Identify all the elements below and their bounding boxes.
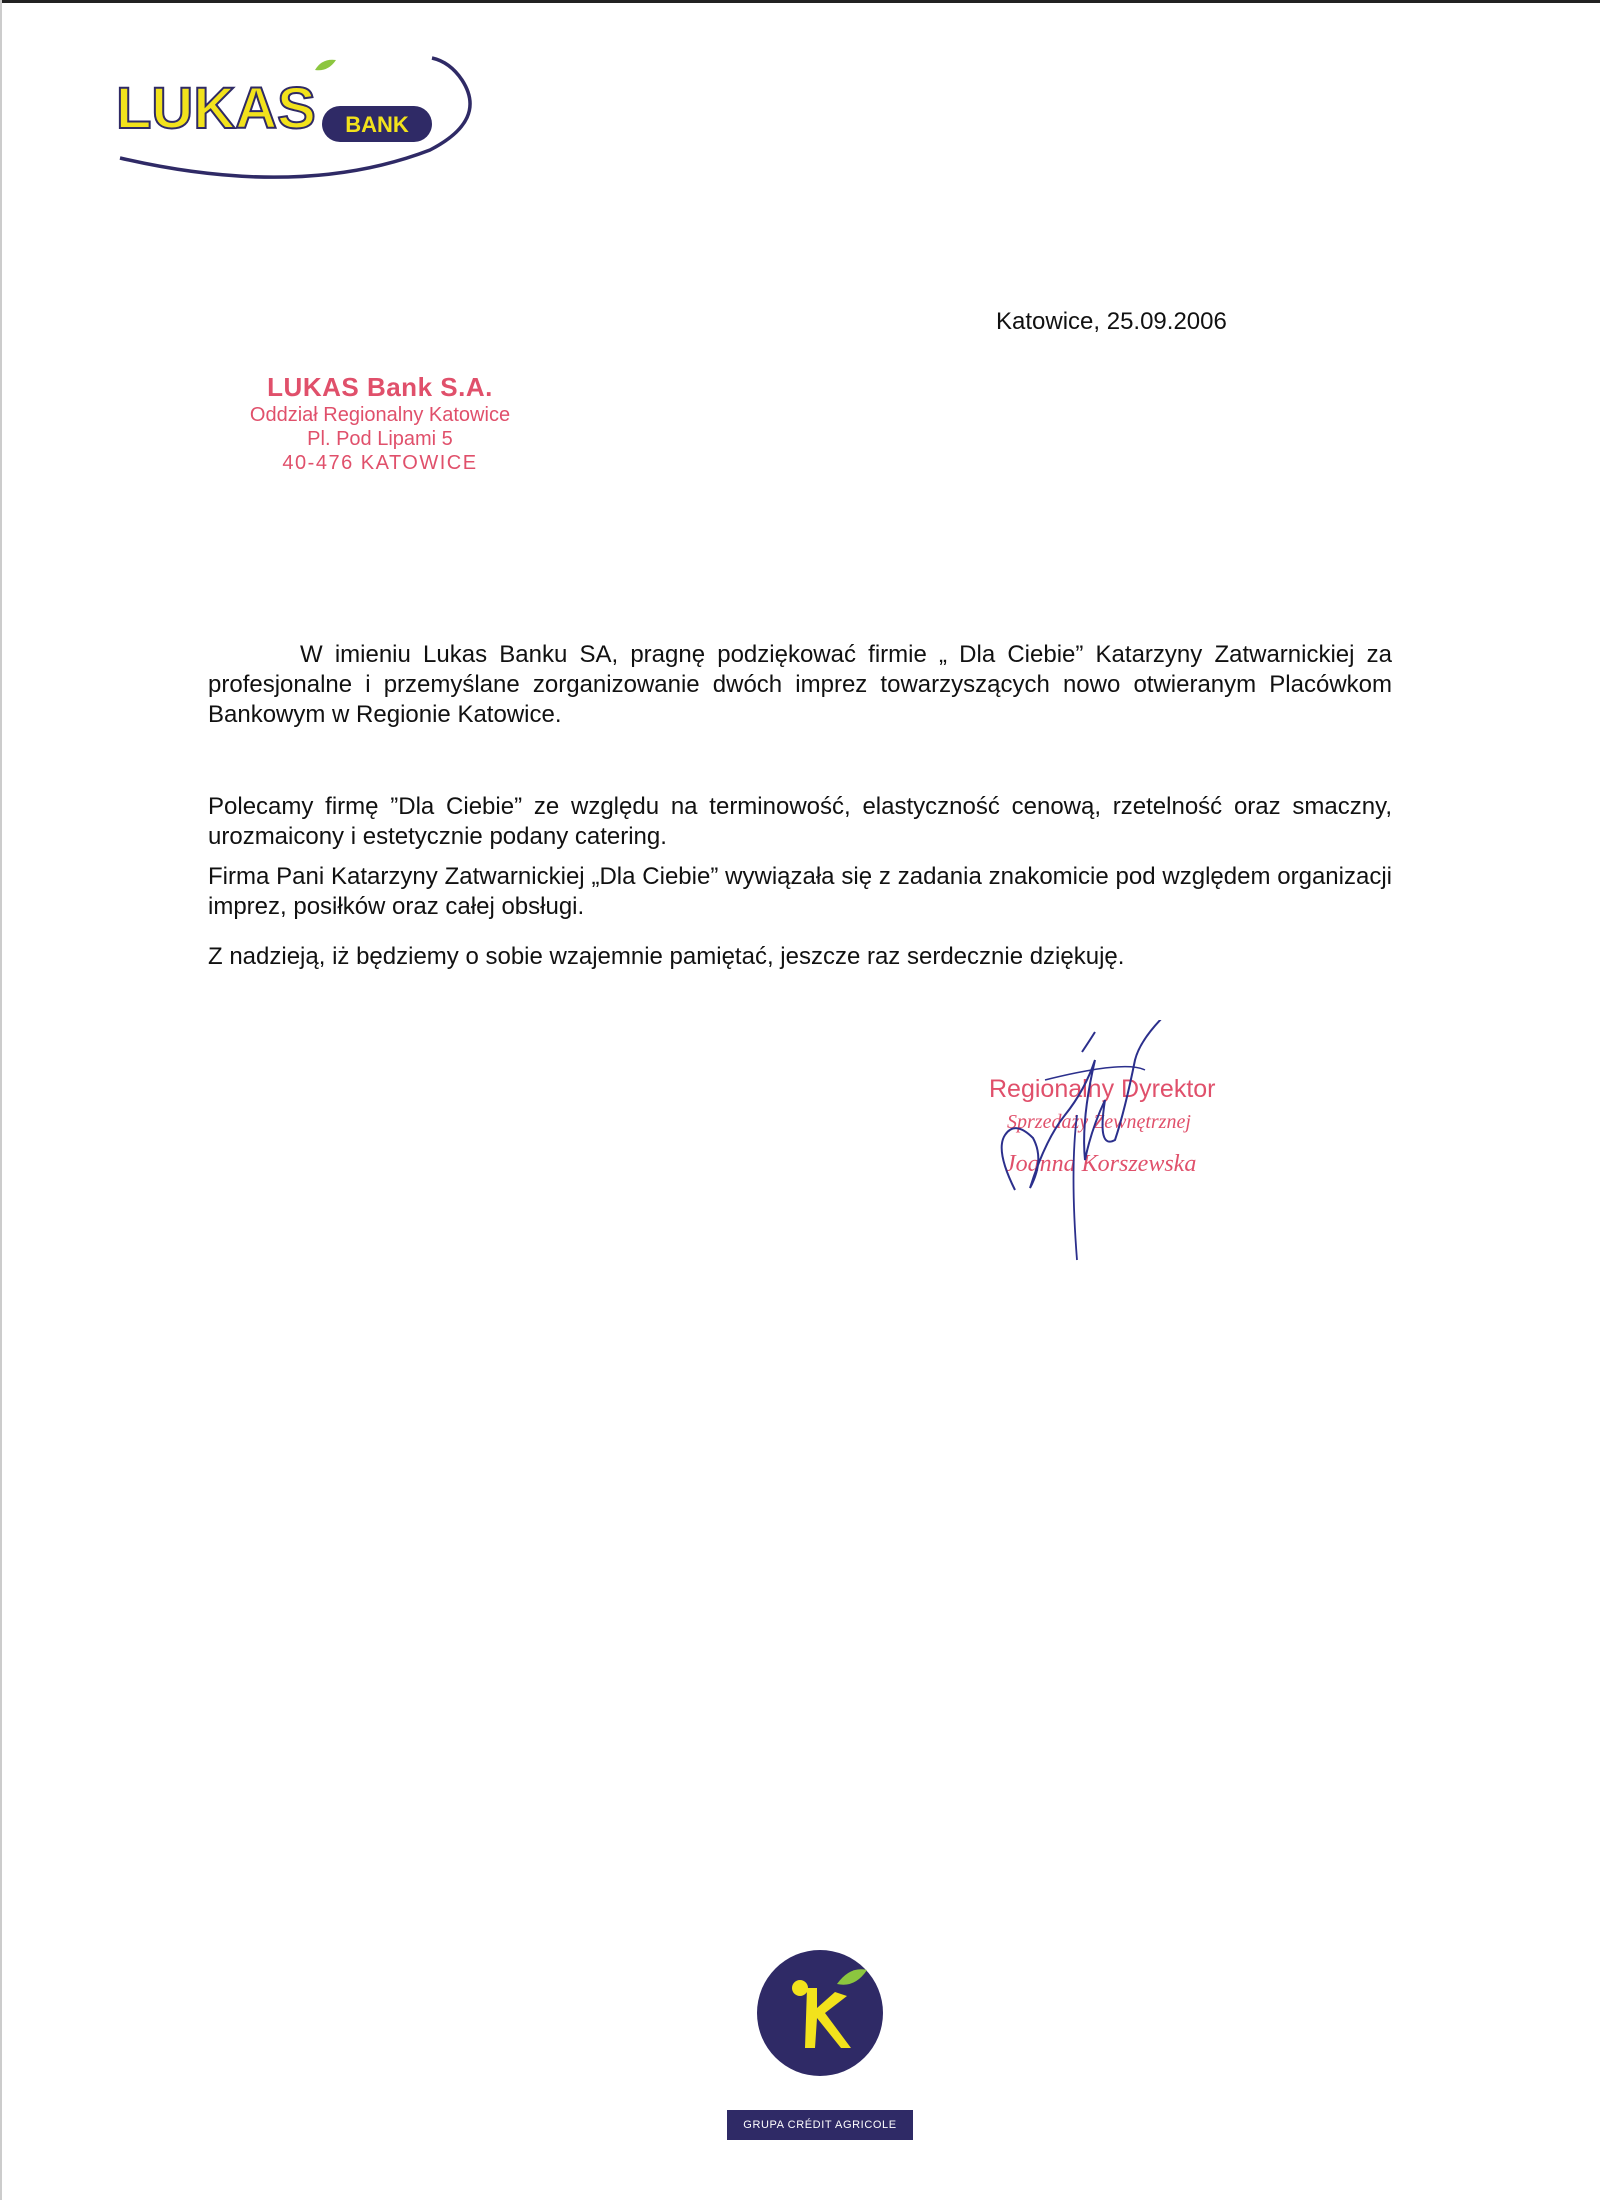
signature-stamp-department: Sprzedaży Zewnętrznej	[1007, 1111, 1191, 1133]
letter-paragraph: Polecamy firmę ”Dla Ciebie” ze względu na terminowość, elastyczność cenową, rzetelność oraz smaczny, urozmaicony i estetycznie podany catering.	[208, 793, 1392, 850]
letter-paragraph: Z nadzieją, iż będziemy o sobie wzajemnie pamiętać, jeszcze raz serdecznie dziękuję.	[208, 943, 1125, 970]
stamp-title: LUKAS Bank S.A.	[267, 372, 493, 402]
letter-paragraph: Firma Pani Katarzyny Zatwarnickiej „Dla Ciebie” wywiązała się z zadania znakomicie pod względem organizacji imprez, posiłków oraz całej obsługi.	[208, 863, 1392, 920]
signature-stamp-name: Joanna Korszewska	[1005, 1151, 1197, 1177]
letter-paragraph: W imieniu Lukas Banku SA, pragnę podziękować firmie „ Dla Ciebie” Katarzyny Zatwarnickiej za profesjonalne i przemyślane zorganizowanie dwóch imprez towarzyszących nowo otwieranym Placówkom Bankowym w Regionie Katowice.	[208, 641, 1392, 728]
svg-text:BANK: BANK	[345, 112, 409, 137]
handwritten-signature	[985, 1020, 1185, 1270]
scan-edge-left	[0, 0, 2, 2200]
stamp-line: Oddział Regionalny Katowice	[249, 404, 511, 426]
stamp-line: Pl. Pod Lipami 5	[307, 428, 453, 450]
credit-agricole-emblem	[755, 1948, 885, 2078]
stamp-line: 40-476 KATOWICE	[282, 452, 478, 474]
signature-stamp-title: Regionalny Dyrektor	[989, 1075, 1216, 1103]
group-label: GRUPA CRÉDIT AGRICOLE	[727, 2110, 913, 2140]
lukas-bank-logo	[110, 40, 490, 200]
letter-date: Katowice, 25.09.2006	[996, 308, 1227, 335]
bank-address-stamp	[230, 372, 530, 475]
scan-edge	[0, 0, 1600, 3]
svg-text:LUKAS: LUKAS	[116, 76, 316, 141]
